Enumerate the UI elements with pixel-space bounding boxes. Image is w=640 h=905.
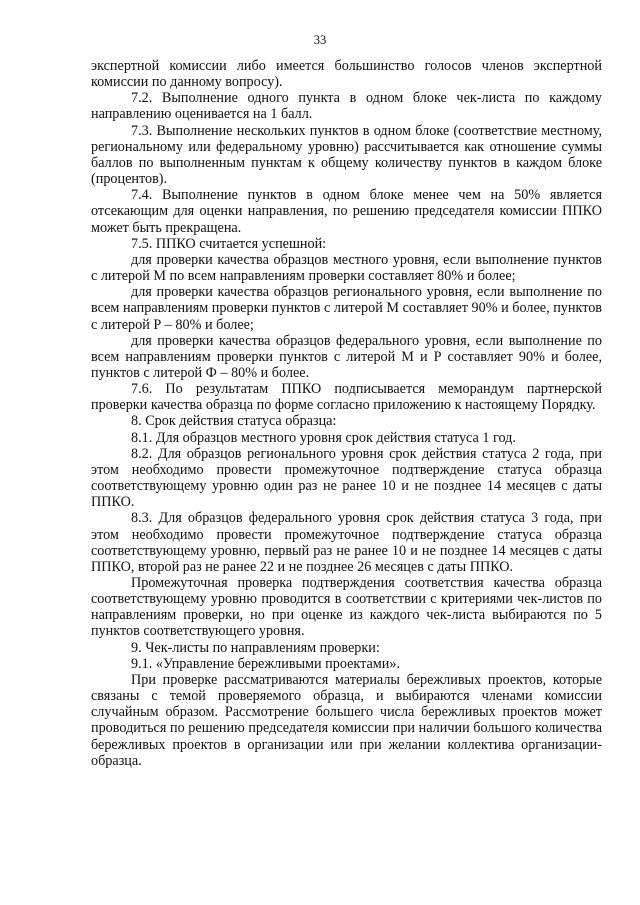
paragraph-7-6: 7.6. По результатам ППКО подписывается меморандум партнерской проверки качества образца по форме согласно приложению к настоящему Порядку. [91, 381, 602, 414]
paragraph-9: 9. Чек-листы по направлениям проверки: [131, 639, 380, 656]
paragraph-continuation: экспертной комиссии либо имеется большинство голосов членов экспертной комиссии по данному вопросу). [91, 58, 602, 91]
document-body [91, 58, 602, 769]
paragraph-7-2: 7.2. Выполнение одного пункта в одном блоке чек-листа по каждому направлению оценивается на 1 балл. [91, 90, 602, 123]
paragraph-federal-level: для проверки качества образцов федерального уровня, если выполнение по всем направлениям проверки пунктов с литерой М и Р составляет 90% и более, пунктов с литерой Ф – 80% и более. [91, 332, 602, 381]
paragraph-8-1: 8.1. Для образцов местного уровня срок действия статуса 1 год. [131, 429, 516, 446]
paragraph-local-level: для проверки качества образцов местного уровня, если выполнение пунктов с литерой М по всем направлениям проверки составляет 80% и более; [91, 251, 602, 285]
paragraph-8: 8. Срок действия статуса образца: [131, 413, 337, 430]
paragraph-8-2: 8.2. Для образцов регионального уровня срок действия статуса 2 года, при этом необходимо провести промежуточное подтверждение статуса образца соответствующему уровню один раз не ранее 10 и не позднее 14 месяцев с даты ППКО. [91, 445, 602, 511]
paragraph-9-1: 9.1. «Управление бережливыми проектами». [131, 655, 401, 672]
paragraph-regional-level: для проверки качества образцов регионального уровня, если выполнение по всем направлениям проверки пунктов с литерой М составляет 90% и более, пунктов с литерой Р – 80% и более; [91, 284, 602, 333]
page-number: 33 [313, 33, 327, 47]
paragraph-7-3: 7.3. Выполнение нескольких пунктов в одном блоке (соответствие местному, региональному или федеральному уровню) рассчитывается как отношение суммы баллов по выполненным пунктам к общему количеству пунктов в каждом блоке (процентов). [91, 122, 602, 188]
paragraph-lean-projects: При проверке рассматриваются материалы бережливых проектов, которые связаны с темой проверяемого образца, и выбираются членами комиссии случайным образом. Рассмотрение большего числа бережливых проектов может проводиться по решению председателя комиссии при наличии большого количества бережливых проектов в организации или при желании коллектива организации-образца. [91, 671, 602, 769]
paragraph-8-3: 8.3. Для образцов федерального уровня срок действия статуса 3 года, при этом необходимо провести промежуточное подтверждение статуса образца соответствующему уровню, первый раз не ранее 10 и не позднее 14 месяцев с даты ППКО, второй раз не ранее 22 и не позднее 26 месяцев с даты ППКО. [91, 510, 602, 575]
paragraph-7-5: 7.5. ППКО считается успешной: [131, 235, 327, 252]
paragraph-interim-check: Промежуточная проверка подтверждения соответствия качества образца соответствующему уровню проводится в соответствии с критериями чек-листов по направлениям проверки, но при оценке из каждого чек-листа выбираются по 5 пунктов соответствующего уровня. [91, 575, 602, 640]
paragraph-7-4: 7.4. Выполнение пунктов в одном блоке менее чем на 50% является отсекающим для оценки направления, по решению председателя комиссии ППКО может быть прекращена. [91, 187, 602, 236]
